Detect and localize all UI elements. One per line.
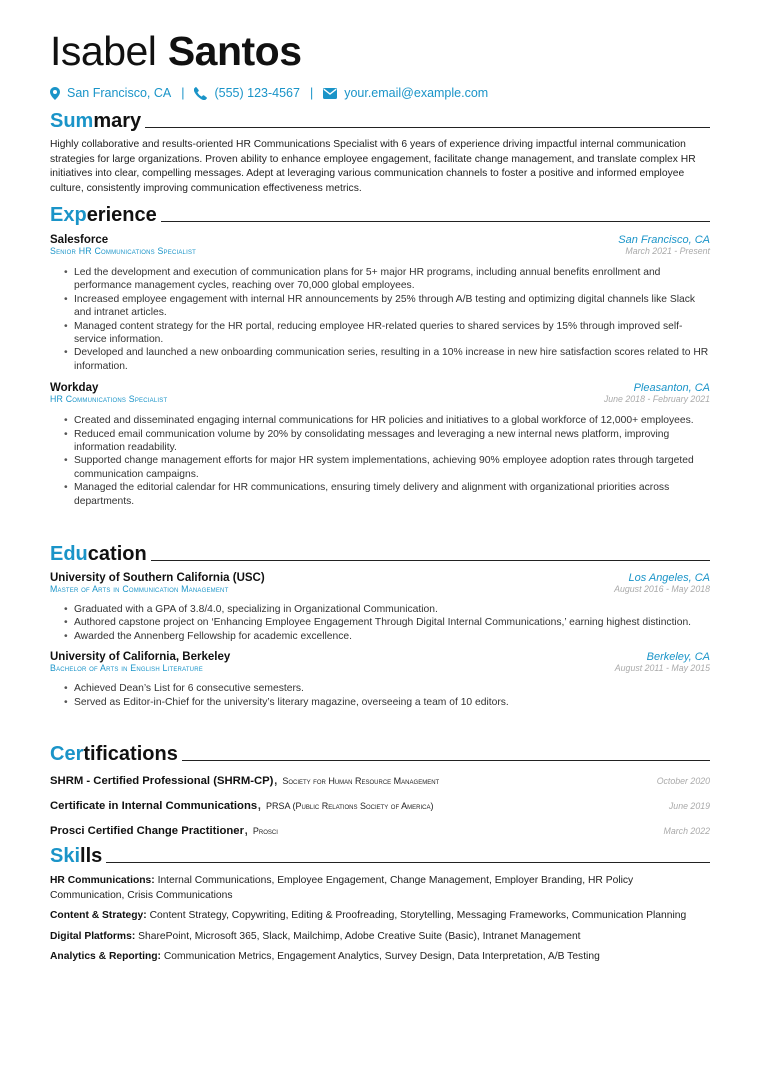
education-entry [50, 572, 710, 643]
separator: | [309, 86, 314, 100]
job-location: Pleasanton, CA [633, 382, 710, 395]
phone-icon [194, 87, 207, 100]
section-divider [182, 760, 710, 761]
contact-phone[interactable] [194, 84, 299, 102]
skill-label: HR Communications: [50, 875, 155, 886]
experience-section [50, 202, 710, 508]
contact-email[interactable] [323, 84, 488, 102]
education-entry [50, 651, 710, 709]
school-location: Berkeley, CA [646, 651, 710, 664]
list-item: • Led the development and execution of communication plans for 5+ major HR programs, including annual benefits enrollment and performance management cycles, reaching over 70,000 global employees. [64, 266, 710, 293]
list-item: • Awarded the Annenberg Fellowship for academic excellence. [64, 630, 710, 643]
summary-section [50, 108, 710, 196]
section-divider [151, 560, 710, 561]
list-item: • Supported change management efforts for major HR system implementations, achieving 90% employee adoption rates through targeted communication campaigns. [64, 454, 710, 481]
section-title: Skills [50, 845, 103, 867]
phone-text: (555) 123-4567 [214, 86, 300, 100]
section-header [50, 541, 710, 565]
list-item: • Served as Editor-in-Chief for the university’s literary magazine, overseeing a team of 10 editors. [64, 696, 710, 709]
education-bullets [50, 682, 710, 709]
job-location: San Francisco, CA [618, 234, 710, 246]
job-title: Senior HR Communications Specialist [50, 246, 197, 256]
company-name: Salesforce [50, 234, 109, 246]
school-location: Los Angeles, CA [628, 572, 710, 584]
job-bullets [50, 414, 710, 508]
last-name: Santos [167, 28, 302, 74]
job-title: HR Communications Specialist [50, 394, 168, 405]
list-item: • Developed and launched a new onboarding communication series, resulting in a 10% increase in new hire satisfaction scores related to HR information. [64, 346, 710, 373]
skill-values: Communication Metrics, Engagement Analytics, Survey Design, Data Interpretation, A/B Testing [163, 951, 600, 963]
first-name: Isabel [50, 28, 157, 74]
list-item: • Created and disseminated engaging internal communications for HR policies and initiatives to a global workforce of 12,000+ employees. [64, 414, 710, 427]
email-text: your.email@example.com [344, 86, 489, 100]
certification-list [50, 771, 710, 846]
skill-label: Content & Strategy: [50, 910, 147, 922]
company-name: Workday [50, 382, 99, 395]
skill-group [50, 930, 710, 945]
skills-section [50, 843, 710, 965]
degree: Master of Arts in Communication Management [50, 584, 229, 594]
section-header [50, 741, 710, 765]
education-bullets [50, 603, 710, 643]
certification-issuer: PRSA (Public Relations Society of America) [266, 801, 434, 811]
list-item: • Increased employee engagement with internal HR announcements by 25% through A/B testing and optimizing digital channels like Slack and intranet articles. [64, 293, 710, 320]
contact-line [50, 84, 488, 102]
skills-list [50, 874, 710, 965]
certification-item: SHRM - Certified Professional (SHRM-CP), Society for Human Resource Management October 2020 [50, 771, 710, 788]
envelope-icon [323, 88, 337, 99]
degree: Bachelor of Arts in English Literature [50, 663, 203, 674]
list-item: • Authored capstone project on ‘Enhancing Employee Engagement Through Digital Internal Communications,’ earning highest distinction. [64, 616, 710, 629]
map-marker-icon [50, 87, 60, 100]
location-text: San Francisco, CA [67, 86, 172, 100]
school-dates: August 2016 - May 2018 [614, 584, 710, 594]
section-divider [145, 127, 710, 128]
skill-group [50, 874, 710, 903]
certification-date: March 2022 [663, 826, 710, 836]
list-item: • Managed content strategy for the HR portal, reducing employee HR-related queries to shared services by 15% through improved self-service information. [64, 320, 710, 347]
school-name: University of California, Berkeley [50, 651, 231, 664]
skill-values: Content Strategy, Copywriting, Editing & Proofreading, Storytelling, Messaging Frameworks, Communication Planning [149, 910, 687, 922]
certification-date: June 2019 [668, 801, 710, 811]
list-item: • Managed the editorial calendar for HR communications, ensuring timely delivery and alignment with organizational priorities across departments. [64, 481, 710, 508]
skill-values: SharePoint, Microsoft 365, Slack, Mailchimp, Adobe Creative Suite (Basic), Intranet Management [138, 930, 581, 942]
section-header [50, 202, 710, 226]
certification-date: October 2020 [656, 776, 710, 786]
certification-issuer: Society for Human Resource Management [282, 776, 440, 786]
certification-name: Certificate in Internal Communications [50, 800, 258, 812]
list-item: • Reduced email communication volume by 20% by consolidating messages and leveraging a new internal news platform, improving information readability. [64, 428, 710, 455]
skill-group [50, 909, 710, 924]
section-divider [161, 221, 710, 222]
education-section [50, 541, 710, 709]
contact-location [50, 84, 171, 102]
section-title: Summary [50, 110, 142, 132]
job-dates: June 2018 - February 2021 [603, 394, 710, 405]
certifications-section [50, 741, 710, 846]
section-header [50, 108, 710, 132]
job-dates: March 2021 - Present [625, 246, 710, 256]
section-title: Certifications [50, 743, 178, 765]
summary-text: Highly collaborative and results-oriented HR Communications Specialist with 6 years of experience driving impactful internal communication strategies for large organizations. Proven ability to enhance employee engagement, facilitate change management, and translate complex HR initiatives into clear, compelling messages. Adept at leveraging various communication channels to foster a positive and informed employee culture, consistently improving communication effectiveness metrics. [50, 139, 696, 194]
certification-item: Prosci Certified Change Practitioner, Prosci March 2022 [50, 821, 710, 838]
list-item: • Achieved Dean’s List for 6 consecutive semesters. [64, 682, 710, 695]
certification-issuer: Prosci [252, 826, 278, 836]
skill-label: Digital Platforms: [50, 930, 136, 942]
section-divider [106, 862, 710, 863]
school-dates: August 2011 - May 2015 [614, 663, 710, 674]
candidate-name [50, 28, 302, 74]
job-entry [50, 234, 710, 373]
certification-name: Prosci Certified Change Practitioner [50, 825, 244, 837]
section-title: Education [50, 543, 147, 565]
job-bullets [50, 266, 710, 373]
skill-group [50, 950, 710, 965]
certification-name: SHRM - Certified Professional (SHRM-CP) [50, 775, 274, 787]
separator: | [181, 86, 185, 100]
section-title: Experience [50, 204, 157, 226]
section-header [50, 843, 710, 867]
job-entry [50, 382, 710, 508]
skill-values: Internal Communications, Employee Engagement, Change Management, Employer Branding, HR Policy Communication, Crisis Communications [50, 875, 634, 901]
list-item: • Graduated with a GPA of 3.8/4.0, specializing in Organizational Communication. [64, 603, 710, 616]
school-name: University of Southern California (USC) [50, 572, 265, 584]
skill-label: Analytics & Reporting: [50, 951, 161, 963]
certification-item: Certificate in Internal Communications, PRSA (Public Relations Society of America) June 2019 [50, 796, 710, 813]
